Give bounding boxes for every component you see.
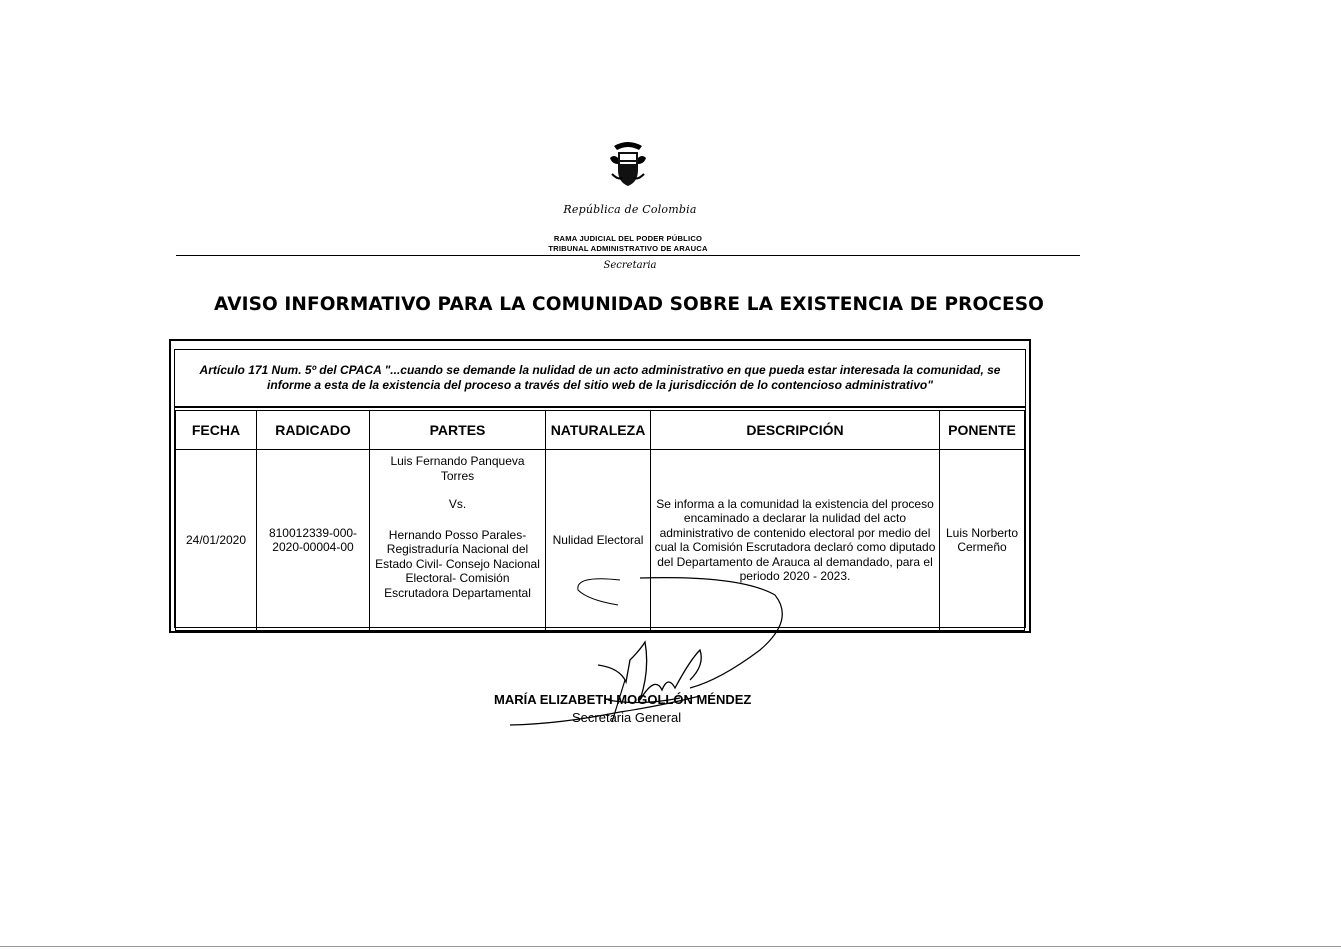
rama-judicial-label: RAMA JUDICIAL DEL PODER PÚBLICO <box>553 234 703 243</box>
cell-partes <box>370 450 546 631</box>
header-partes: PARTES <box>370 411 546 450</box>
republica-label: República de Colombia <box>563 203 697 216</box>
table-row <box>176 450 1025 631</box>
coat-of-arms-icon <box>606 140 650 188</box>
cell-naturaleza: Nulidad Electoral <box>546 450 651 631</box>
header-descripcion: DESCRIPCIÓN <box>651 411 940 450</box>
cell-fecha: 24/01/2020 <box>176 450 257 631</box>
tribunal-label: TRIBUNAL ADMINISTRATIVO DE ARAUCA <box>548 244 708 253</box>
header-radicado: RADICADO <box>257 411 370 450</box>
notice-inner-frame <box>174 349 1026 628</box>
secretaria-label: Secretaria <box>603 260 657 271</box>
page-title: AVISO INFORMATIVO PARA LA COMUNIDAD SOBRE LA EXISTENCIA DE PROCESO <box>214 294 1044 315</box>
article-note: Artículo 171 Num. 5º del CPACA "...cuando se demande la nulidad de un acto administrativo en que pueda estar interesada la comunidad, se informe a esta de la existencia del proceso a través del sitio web de la jurisdicción de lo contencioso administrativo" <box>175 350 1025 408</box>
cell-radicado: 810012339-000-2020-00004-00 <box>257 450 370 631</box>
partes-vs: Vs. <box>448 497 467 511</box>
partes-demandado: Hernando Posso Parales- Registraduría Nacional del Estado Civil- Consejo Nacional Electoral- Comisión Escrutadora Departamental <box>375 527 540 600</box>
partes-demandante: Luis Fernando Panqueva Torres <box>390 454 525 483</box>
cell-ponente: Luis Norberto Cermeño <box>940 450 1025 631</box>
page-bottom-edge <box>0 946 1341 947</box>
cell-descripcion: Se informa a la comunidad la existencia del proceso encaminado a declarar la nulidad del acto administrativo de contenido electoral por medio del cual la Comisión Escrutadora declaró como diputado del Departamento de Arauca al demandado, para el periodo 2020 - 2023. <box>651 450 940 631</box>
header-divider <box>176 255 1080 256</box>
notice-frame <box>169 339 1031 633</box>
header-naturaleza: NATURALEZA <box>546 411 651 450</box>
signer-role: Secretaria General <box>572 710 682 725</box>
table-header-row <box>176 411 1025 450</box>
header-fecha: FECHA <box>176 411 257 450</box>
header-ponente: PONENTE <box>940 411 1025 450</box>
process-table <box>175 410 1025 631</box>
signer-name: MARÍA ELIZABETH MOGOLLÓN MÉNDEZ <box>494 692 752 707</box>
